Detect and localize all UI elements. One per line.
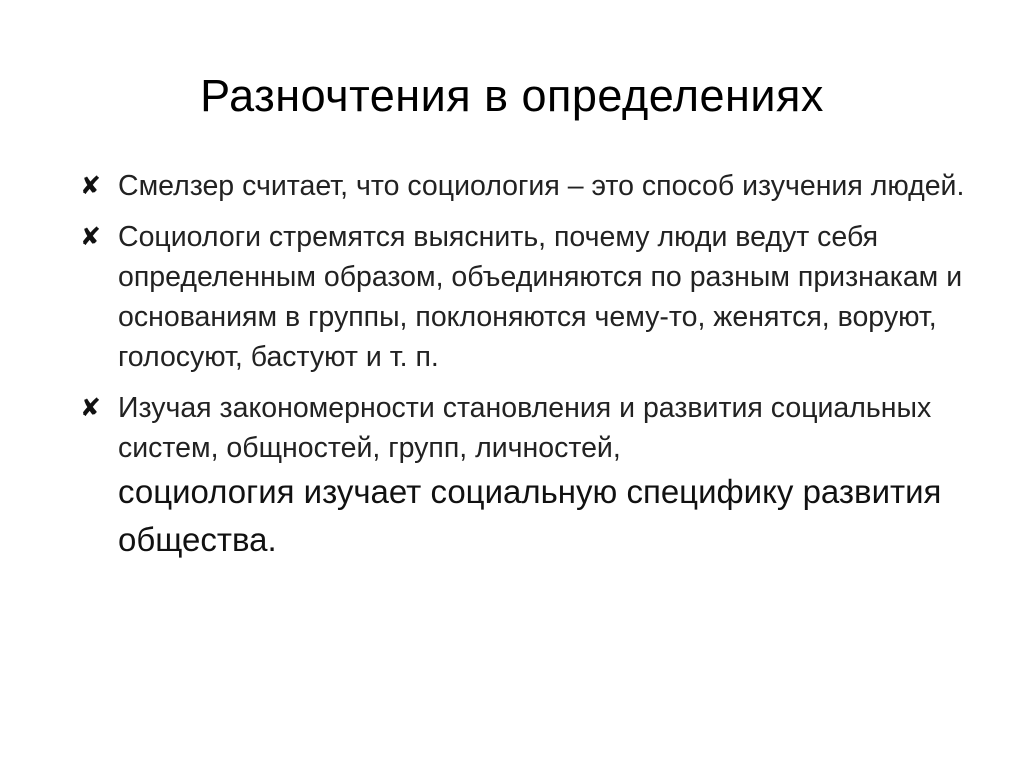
x-mark-icon: ✘ [80,394,101,422]
bullet-item [80,388,980,564]
bullet-text: Изучая закономерности становления и развития социальных систем, общностей, групп, личностей, [118,392,932,464]
bullet-text: Социологи стремятся выяснить, почему люди ведут себя определенным образом, объединяются по разным признакам и основаниям в группы, поклоняются чему-то, женятся, воруют, голосуют, бастуют и т. п. [118,221,963,373]
bullet-emphasis-text: социология изучает социальную специфику развития общества. [118,473,942,558]
bullet-item [80,166,980,206]
x-mark-icon: ✘ [80,172,101,200]
bullet-text: Смелзер считает, что социология – это способ изучения людей. [118,170,965,202]
slide-title: Разночтения в определениях [200,70,824,121]
x-mark-icon: ✘ [80,223,101,251]
bullet-item [80,217,980,377]
bullet-list [80,166,980,575]
